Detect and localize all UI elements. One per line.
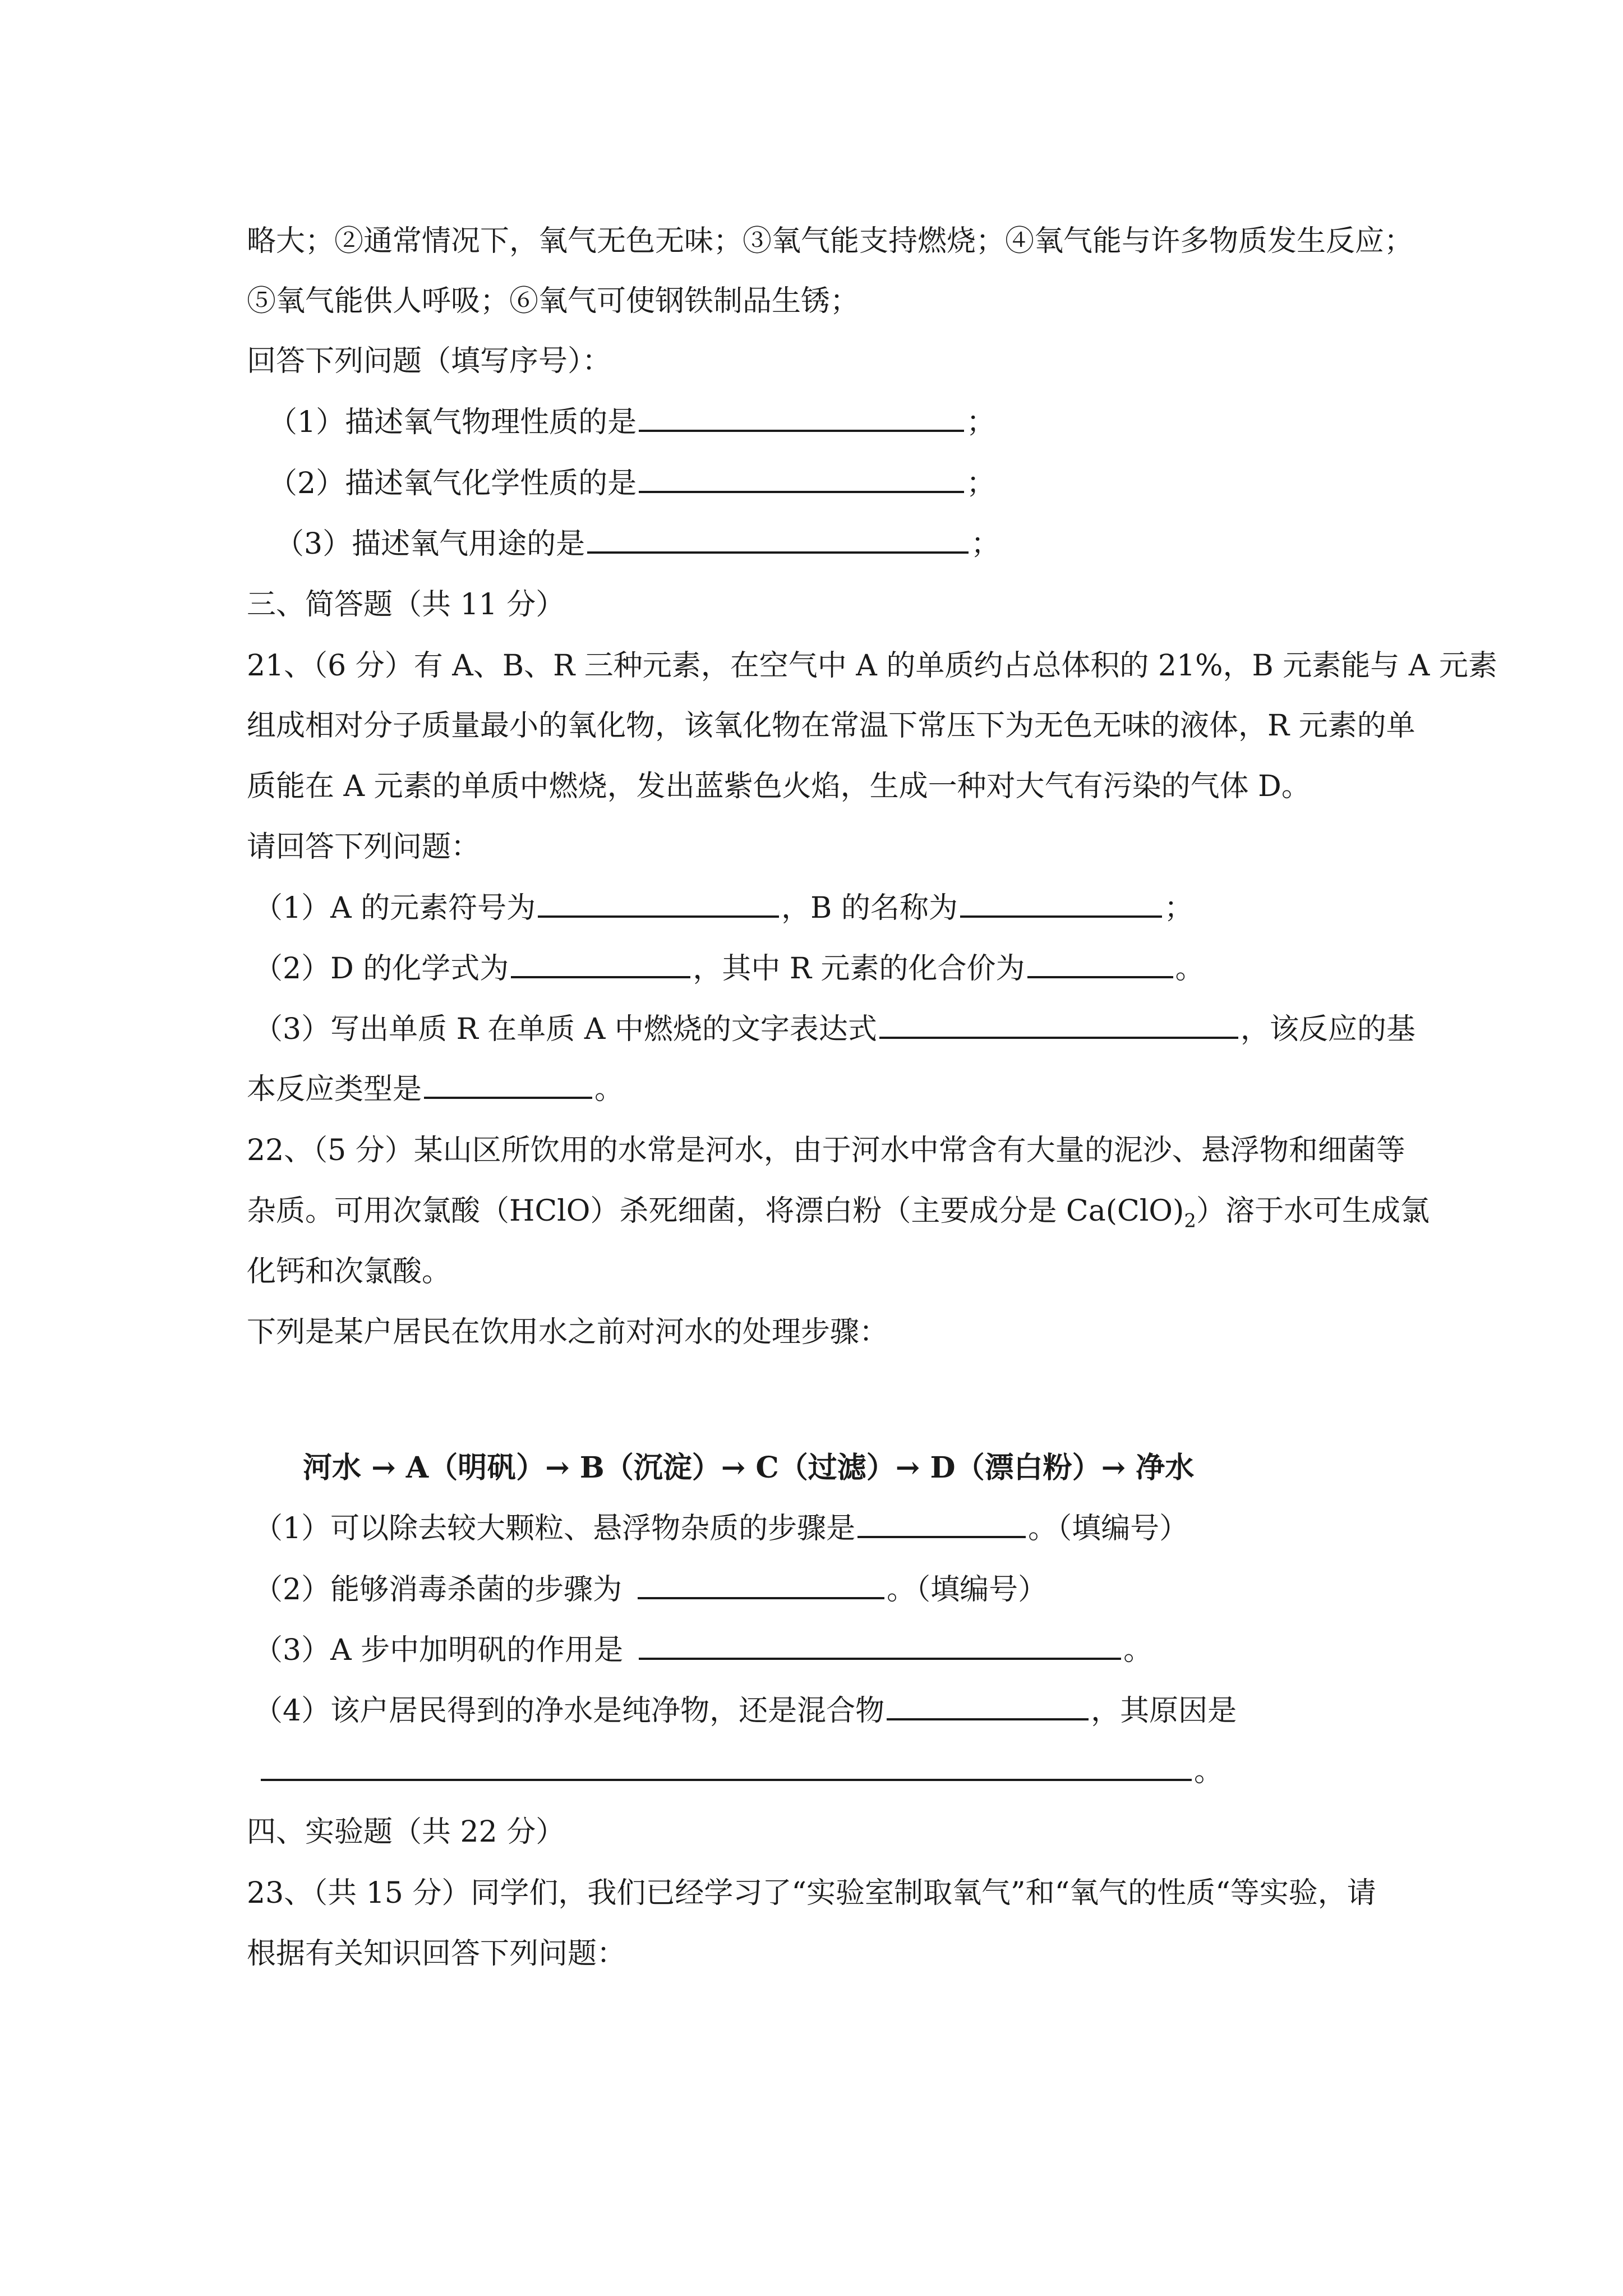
question-text: （3）A 步中加明矾的作用是 bbox=[253, 1634, 624, 1667]
text-line: 回答下列问题（填写序号）： bbox=[247, 344, 612, 378]
text-line: 组成相对分子质量最小的氧化物，该氧化物在常温下常压下为无色无味的液体，R 元素的单 bbox=[247, 709, 1415, 743]
question-text: （4）该户居民得到的净水是纯净物，还是混合物 bbox=[253, 1694, 885, 1728]
punctuation: 。 bbox=[1175, 952, 1205, 986]
answer-blank[interactable] bbox=[960, 891, 1162, 918]
question-text: （2）D 的化学式为 bbox=[253, 952, 509, 986]
question-20-3 bbox=[275, 524, 1000, 564]
answer-blank[interactable] bbox=[639, 405, 964, 432]
question-22-1 bbox=[253, 1509, 1188, 1548]
answer-blank[interactable] bbox=[538, 891, 779, 918]
question-text: （2）能够消毒杀菌的步骤为 bbox=[253, 1573, 623, 1607]
text-line: 下列是某户居民在饮用水之前对河水的处理步骤： bbox=[247, 1315, 889, 1349]
question-21-2 bbox=[253, 949, 1205, 988]
answer-blank[interactable] bbox=[639, 1633, 1121, 1660]
answer-blank[interactable] bbox=[857, 1511, 1026, 1538]
question-text: 。（填编号） bbox=[887, 1573, 1048, 1607]
answer-blank[interactable] bbox=[887, 1694, 1089, 1720]
question-20-2 bbox=[268, 464, 995, 503]
question-20-1 bbox=[268, 403, 995, 442]
answer-blank[interactable] bbox=[261, 1754, 1192, 1781]
question-text: （1）可以除去较大颗粒、悬浮物杂质的步骤是 bbox=[253, 1512, 856, 1545]
question-text: ，其中 R 元素的化合价为 bbox=[693, 952, 1025, 986]
process-flow: 河水 → A（明矾）→ B（沉淀）→ C（过滤）→ D（漂白粉）→ 净水 bbox=[303, 1451, 1195, 1485]
question-text: 本反应类型是 bbox=[247, 1073, 422, 1106]
question-text: （1）A 的元素符号为 bbox=[253, 891, 536, 925]
punctuation: ； bbox=[966, 406, 996, 439]
question-text: （2）描述氧气化学性质的是 bbox=[268, 467, 637, 500]
question-text: （3）描述氧气用途的是 bbox=[275, 527, 585, 561]
punctuation: 。 bbox=[1123, 1634, 1153, 1667]
text-line: 21、（6 分）有 A、B、R 三种元素，在空气中 A 的单质约占总体积的 21%，B 元素能与 A 元素 bbox=[247, 649, 1497, 683]
text-line: 22、（5 分）某山区所饮用的水常是河水，由于河水中常含有大量的泥沙、悬浮物和细菌等 bbox=[247, 1134, 1405, 1167]
question-22-4-cont bbox=[261, 1752, 1223, 1791]
subscript: 2 bbox=[1184, 1209, 1196, 1232]
question-text: ）溶于水可生成氯 bbox=[1196, 1194, 1430, 1228]
question-text: 。（填编号） bbox=[1028, 1512, 1189, 1545]
answer-blank[interactable] bbox=[639, 466, 964, 493]
question-22-3 bbox=[253, 1631, 1152, 1670]
text-line: 根据有关知识回答下列问题： bbox=[247, 1937, 626, 1971]
text-line: 略大；②通常情况下，氧气无色无味；③氧气能支持燃烧；④氧气能与许多物质发生反应； bbox=[247, 224, 1414, 258]
punctuation: ； bbox=[971, 527, 1000, 561]
question-21-1 bbox=[253, 889, 1193, 928]
question-21-3 bbox=[253, 1010, 1415, 1049]
text-line: 请回答下列问题： bbox=[247, 830, 481, 864]
answer-blank[interactable] bbox=[511, 951, 690, 978]
section-heading: 三、简答题（共 11 分） bbox=[247, 588, 565, 622]
punctuation: ； bbox=[966, 467, 996, 500]
answer-blank[interactable] bbox=[638, 1572, 884, 1599]
answer-blank[interactable] bbox=[879, 1012, 1238, 1039]
question-22-4 bbox=[253, 1691, 1237, 1731]
text-line: 化钙和次氯酸。 bbox=[247, 1255, 451, 1289]
question-22-2 bbox=[253, 1570, 1047, 1609]
question-text: ，其原因是 bbox=[1091, 1694, 1237, 1728]
question-text: （1）描述氧气物理性质的是 bbox=[268, 406, 637, 439]
question-text: （3）写出单质 R 在单质 A 中燃烧的文字表达式 bbox=[253, 1013, 877, 1046]
question-text: ，B 的名称为 bbox=[781, 891, 958, 925]
answer-blank[interactable] bbox=[587, 527, 969, 554]
text-line: ⑤氧气能供人呼吸；⑥氧气可使钢铁制品生锈； bbox=[247, 284, 860, 318]
question-text: ，该反应的基 bbox=[1240, 1013, 1415, 1046]
text-line: 23、（共 15 分）同学们，我们已经学习了“实验室制取氧气”和“氧气的性质“等实验，请 bbox=[247, 1876, 1376, 1910]
text-line bbox=[247, 1191, 1430, 1231]
question-text: 杂质。可用次氯酸（HClO）杀死细菌，将漂白粉（主要成分是 Ca(ClO) bbox=[247, 1194, 1184, 1228]
punctuation: 。 bbox=[1194, 1755, 1224, 1788]
punctuation: 。 bbox=[594, 1073, 624, 1106]
text-line: 质能在 A 元素的单质中燃烧，发出蓝紫色火焰，生成一种对大气有污染的气体 D。 bbox=[247, 770, 1311, 803]
answer-blank[interactable] bbox=[424, 1072, 592, 1099]
punctuation: ； bbox=[1164, 891, 1193, 925]
section-heading: 四、实验题（共 22 分） bbox=[247, 1815, 565, 1849]
question-21-3-cont bbox=[247, 1070, 624, 1109]
answer-blank[interactable] bbox=[1027, 951, 1173, 978]
